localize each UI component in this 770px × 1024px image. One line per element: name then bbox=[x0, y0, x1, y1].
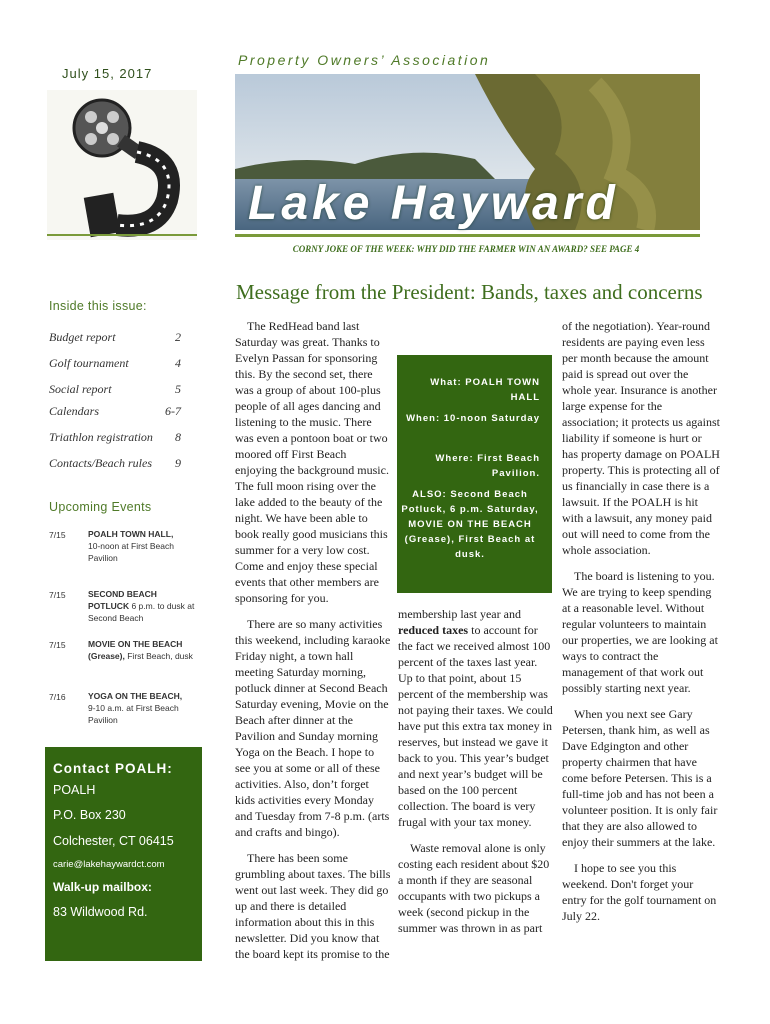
inside-issue-title: Inside this issue: bbox=[49, 299, 147, 313]
toc-item[interactable]: Social report 5 bbox=[49, 382, 181, 396]
toc-item[interactable]: Triathlon registration 8 bbox=[49, 430, 181, 444]
paragraph: of the negotiation). Year-round residents are paying even less per month because the amount paid is spread out over the whole year. Insurance is another large expense for the association; it protects us against liability if someone is hurt or has property damage on POALH property. This is protecting all of us financially in case there is a lawsuit. If the POALH is hit with a lawsuit, any money paid out will need to come from the whole association. bbox=[562, 319, 720, 557]
masthead-title: Lake Hayward bbox=[248, 177, 619, 230]
event-date: 7/15 bbox=[49, 640, 66, 650]
contact-name: POALH bbox=[53, 783, 96, 797]
paragraph: When you next see Gary Petersen, thank him, as well as Dave Edgington and other property chairmen that have come before Petersen. This is a full-time job and has not been a volunteer position. It is only fair that they are also allowed to enjoy their summers at the lake. bbox=[562, 707, 718, 849]
toc-item[interactable]: Golf tournament 4 bbox=[49, 356, 181, 370]
film-reel-image bbox=[47, 90, 197, 240]
contact-city: Colchester, CT 06415 bbox=[53, 834, 174, 848]
article-column-3 bbox=[562, 318, 720, 934]
event-date: 7/16 bbox=[49, 692, 66, 702]
walkup-title: Walk-up mailbox: bbox=[53, 880, 152, 894]
toc-item[interactable]: Calendars 6-7 bbox=[49, 404, 181, 418]
callout-also: ALSO: Second Beach Potluck, 6 p.m. Saturday, MOVIE ON THE BEACH (Grease), First Beach at dusk. bbox=[401, 489, 539, 560]
event-item: SECOND BEACH POTLUCK 6 p.m. to dusk at Second Beach bbox=[88, 589, 195, 623]
reel-rule bbox=[47, 234, 197, 236]
event-date: 7/15 bbox=[49, 530, 66, 540]
masthead-rule bbox=[235, 234, 700, 237]
town-hall-callout bbox=[397, 355, 552, 593]
events-title: Upcoming Events bbox=[49, 500, 152, 514]
event-date: 7/15 bbox=[49, 590, 66, 600]
contact-box bbox=[45, 747, 202, 961]
event-item: YOGA ON THE BEACH, 9-10 a.m. at First Beach Pavilion bbox=[88, 691, 183, 725]
walkup-address: 83 Wildwood Rd. bbox=[53, 905, 148, 919]
paragraph: I hope to see you this weekend. Don't forget your entry for the golf tournament on July 22. bbox=[562, 861, 717, 923]
corny-joke: CORNY JOKE OF THE WEEK: WHY DID THE FARMER WIN AN AWARD? SEE PAGE 4 bbox=[292, 244, 640, 254]
paragraph: Waste removal alone is only costing each resident about $20 a month if they are seasonal occupants with two pickups a week (second pickup in the summer was thrown in as part bbox=[398, 841, 550, 935]
event-item: POALH TOWN HALL, 10-noon at First Beach Pavilion bbox=[88, 529, 174, 563]
issue-date: July 15, 2017 bbox=[62, 66, 153, 81]
paragraph: The RedHead band last Saturday was great. Thanks to Evelyn Passan for sponsoring this. By the second set, there was a group of about 100-plus people of all ages dancing and listening to the music. There was even a pontoon boat or two moored off First Beach enjoying the background music. The full moon rising over the lake added to the beauty of the night. We have been able to book really good musicians this summer for a very low cost. Come and enjoy these special events that other members are sponsoring for you. bbox=[235, 319, 389, 605]
callout-when: When: 10-noon Saturday bbox=[406, 413, 540, 424]
article-column-2 bbox=[398, 606, 554, 946]
paragraph: There has been some grumbling about taxes. The bills went out last week. They did go up and there is detailed information about this in this newsletter. Did you know that the board kept its promise to the bbox=[235, 851, 391, 961]
association-name: Property Owners’ Association bbox=[238, 52, 491, 68]
article-column-1 bbox=[235, 318, 391, 972]
article-headline: Message from the President: Bands, taxes and concerns bbox=[236, 280, 703, 304]
contact-po-box: P.O. Box 230 bbox=[53, 808, 126, 822]
toc-item[interactable]: Budget report 2 bbox=[49, 330, 181, 344]
contact-email[interactable]: carie@lakehaywardct.com bbox=[53, 859, 165, 870]
paragraph: membership last year and reduced taxes to account for the fact we received almost 100 percent of the taxes last year. Up to that point, about 15 percent of the membership was not paying their taxes. We could have put this extra tax money in reserves, but instead we gave it back to you. This year’s budget and next year’s budget will be based on the 100 percent collection. The board is very frugal with your tax money. bbox=[398, 607, 553, 829]
callout-where: Where: First Beach Pavilion. bbox=[435, 453, 540, 479]
contact-title: Contact POALH: bbox=[53, 761, 173, 776]
toc-item[interactable]: Contacts/Beach rules 9 bbox=[49, 456, 181, 470]
callout-what: What: POALH TOWN HALL bbox=[430, 377, 540, 403]
paragraph: There are so many activities this weekend, including karaoke Friday night, a town hall meeting Saturday morning, potluck dinner at Second Beach Saturday evening, Movie on the Beach after dinner at the Pavilion and Sunday morning Yoga on the Beach. I hope to see you at some or all of these activities. Also, don’t forget kids activities every Monday and Tuesday from 7-8 p.m. (arts and crafts and bingo). bbox=[235, 617, 391, 839]
event-item: MOVIE ON THE BEACH (Grease), First Beach, dusk bbox=[88, 639, 193, 661]
paragraph: The board is listening to you. We are trying to keep spending at a reasonable level. Without regular volunteers to maintain our properties, we are looking at ways to contract the management of that work out possibly starting next year. bbox=[562, 569, 718, 695]
